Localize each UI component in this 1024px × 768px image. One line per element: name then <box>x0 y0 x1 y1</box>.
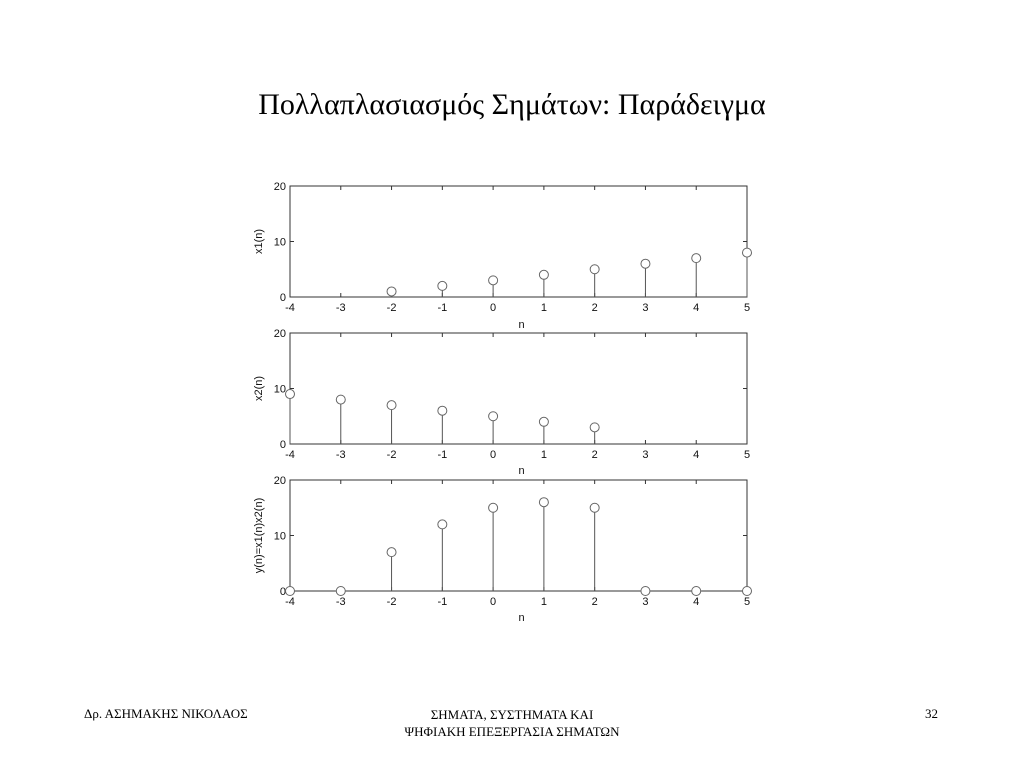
stem-marker <box>692 254 701 263</box>
stem-marker <box>641 587 650 596</box>
x-tick-label: 5 <box>743 596 751 608</box>
stem-marker <box>743 248 752 257</box>
stem-marker <box>438 281 447 290</box>
stem-marker <box>539 417 548 426</box>
x-axis-label: n <box>518 319 525 331</box>
x-tick-label: -4 <box>285 449 295 461</box>
x-axis-label: n <box>518 465 525 477</box>
y-axis-label: x1(n) <box>253 228 265 255</box>
stem-marker <box>286 587 295 596</box>
axes-frame <box>290 480 747 591</box>
stem-marker <box>539 498 548 507</box>
x-tick-label: 2 <box>591 596 598 608</box>
stem-marker <box>387 548 396 557</box>
y-axis-label: y(n)=x1(n)x2(n) <box>253 497 265 574</box>
stem-marker <box>489 412 498 421</box>
x-tick-label: 5 <box>743 449 751 461</box>
stem-marker <box>539 270 548 279</box>
x-tick-label: 5 <box>743 302 751 314</box>
x-tick-label: 2 <box>591 449 598 461</box>
stem-marker <box>692 587 701 596</box>
panel-y <box>253 475 752 624</box>
x-tick-label: -4 <box>285 302 295 314</box>
stem-marker <box>336 587 345 596</box>
panel-x1 <box>253 181 752 331</box>
stem-marker <box>489 503 498 512</box>
stem-marker <box>590 265 599 274</box>
x-tick-label: -2 <box>386 302 397 314</box>
y-tick-label: 10 <box>273 383 286 396</box>
stem-marker <box>641 259 650 268</box>
x-tick-label: 4 <box>693 302 700 314</box>
stem-marker <box>590 503 599 512</box>
y-tick-label: 0 <box>279 586 286 598</box>
x-tick-label: 3 <box>642 302 649 314</box>
y-tick-label: 10 <box>273 530 286 543</box>
x-tick-label: 1 <box>540 449 547 461</box>
y-tick-label: 0 <box>279 292 286 304</box>
x-tick-label: 2 <box>591 302 598 314</box>
footer-course-line1: ΣΗΜΑΤΑ, ΣΥΣΤΗΜΑΤΑ ΚΑΙ <box>430 707 594 722</box>
y-tick-label: 20 <box>273 181 286 193</box>
y-tick-label: 0 <box>279 439 286 451</box>
x-tick-label: -3 <box>335 302 346 314</box>
footer-author: Δρ. ΑΣΗΜΑΚΗΣ ΝΙΚΟΛΑΟΣ <box>84 706 248 721</box>
x-tick-label: 4 <box>693 596 700 608</box>
x-tick-label: -3 <box>335 449 346 461</box>
axes-frame <box>290 186 747 297</box>
footer-page-number: 32 <box>925 706 938 721</box>
x-axis-label: n <box>518 612 525 624</box>
stem-marker <box>387 287 396 296</box>
x-tick-label: -1 <box>437 596 448 608</box>
axes-frame <box>290 333 747 444</box>
x-tick-label: 3 <box>642 596 649 608</box>
x-tick-label: 1 <box>540 596 547 608</box>
x-tick-label: -1 <box>437 302 448 314</box>
stem-marker <box>286 390 295 399</box>
x-tick-label: -1 <box>437 449 448 461</box>
x-tick-label: 0 <box>490 302 497 314</box>
x-tick-label: -4 <box>285 596 295 608</box>
stem-marker <box>336 395 345 404</box>
y-tick-label: 20 <box>273 475 286 487</box>
x-tick-label: 3 <box>642 449 649 461</box>
x-tick-label: 4 <box>693 449 700 461</box>
y-axis-label: x2(n) <box>253 375 265 402</box>
panel-x2 <box>253 328 750 477</box>
stem-marker <box>438 406 447 415</box>
footer-course <box>312 706 712 740</box>
y-tick-label: 10 <box>273 236 286 249</box>
stem-marker <box>590 423 599 432</box>
stem-marker <box>438 520 447 529</box>
footer-course-line2: ΨΗΦΙΑΚΗ ΕΠΕΞΕΡΓΑΣΙΑ ΣΗΜΑΤΩΝ <box>404 724 620 739</box>
x-tick-label: 1 <box>540 302 547 314</box>
x-tick-label: 0 <box>490 596 497 608</box>
x-tick-label: 0 <box>490 449 497 461</box>
y-tick-label: 20 <box>273 328 286 340</box>
stem-marker <box>743 587 752 596</box>
x-tick-label: -3 <box>335 596 346 608</box>
stem-marker <box>387 401 396 410</box>
x-tick-label: -2 <box>386 596 397 608</box>
x-tick-label: -2 <box>386 449 397 461</box>
slide-title: Πολλαπλασιασμός Σημάτων: Παράδειγμα <box>258 88 766 121</box>
stem-marker <box>489 276 498 285</box>
